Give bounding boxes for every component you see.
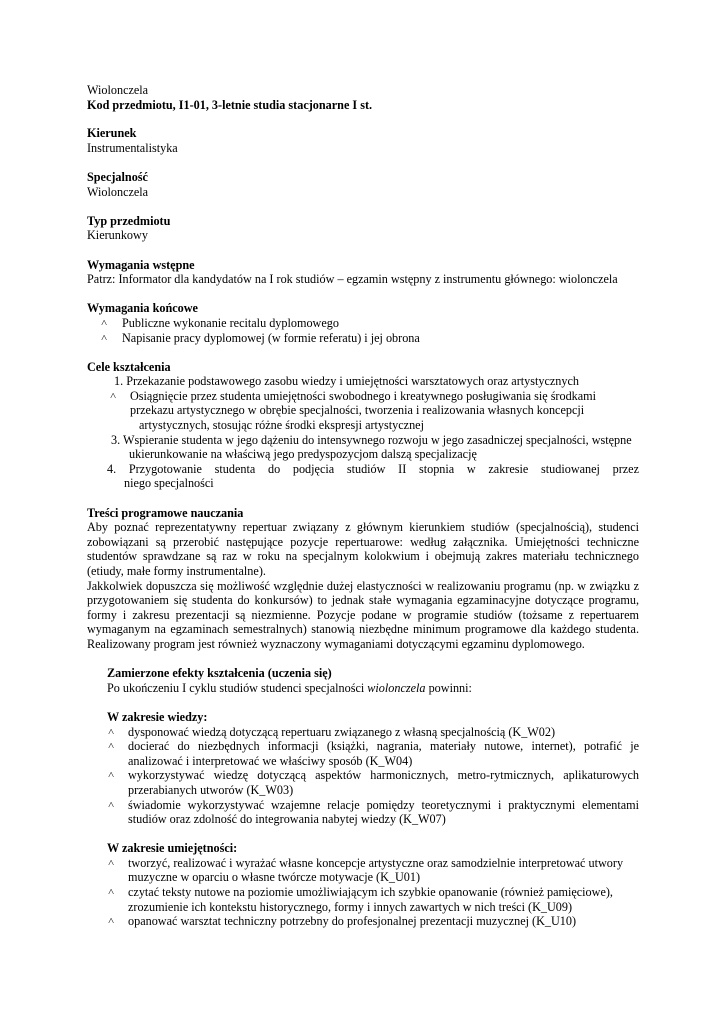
arrowhead-bullet-icon: ˄ [108, 725, 115, 738]
arrowhead-bullet-icon: ˄ [110, 389, 117, 402]
kierunek-value: Instrumentalistyka [87, 140, 178, 155]
arrowhead-bullet-icon: ˄ [101, 316, 108, 329]
tresci-p2-line: wymaganym na egzaminach semestralnych) stanowią niezbędne minimum programowe dla każdego studenta. [87, 622, 639, 637]
specjalnosc-value: Wiolonczela [87, 184, 149, 199]
tresci-label: Treści programowe nauczania [87, 505, 244, 520]
arrowhead-bullet-icon: ˄ [108, 856, 115, 869]
tresci-p1-line: studentów sprawdzane są raz w roku na specjalnym kolokwium i obejmują zakres materiału technicznego [87, 549, 639, 564]
efekty-label: Zamierzone efekty kształcenia (uczenia się) [107, 666, 332, 681]
arrowhead-bullet-icon: ˄ [108, 798, 115, 811]
cele-item-2: ˄ Osiągnięcie przez studenta umiejętności swobodnego i kreatywnego posługiwania się środkami przekazu artystycznego w obrębie specjalności, tworzenia i realizowania własnych koncepcji artystycznych, stosując różne środki ekspresji artystycznej [110, 388, 597, 433]
list-item: ˄ docierać do niezbędnych informacji (książki, nagrania, materiały nutowe, internet), potrafić je analizować i interpretować we właściwy sposób (K_W04) [108, 739, 639, 768]
list-item: ˄ świadomie wykorzystywać wzajemne relacje pomiędzy teoretycznymi i praktycznymi elementami studiów oraz zdolność do integrowania nabytej wiedzy (K_W07) [108, 797, 639, 827]
cele-item-4b: niego specjalności [124, 476, 214, 491]
list-item: ˄ tworzyć, realizować i wyrażać własne koncepcje artystyczne oraz samodzielnie interpretować utwory muzyczne w oparciu o własne twórcze motywacje (K_U01) [108, 855, 624, 885]
cele-item-1: 1. Przekazanie podstawowego zasobu wiedzy i umiejętności warsztatowych oraz artystycznych [114, 374, 579, 389]
cele-item-4a: 4. Przygotowanie studenta do podjęcia studiów II stopnia w zakresie studiowanej przez [107, 461, 639, 476]
arrowhead-bullet-icon: ˄ [108, 915, 115, 928]
umiejetnosci-label: W zakresie umiejętności: [107, 841, 238, 856]
typ-label: Typ przedmiotu [87, 213, 171, 228]
list-item: ˄ dysponować wiedzą dotyczącą repertuaru związanego z własną specjalnością (K_W02) [108, 724, 556, 739]
arrowhead-bullet-icon: ˄ [108, 740, 115, 753]
tresci-p1-line: Aby poznać reprezentatywny repertuar związany z głównym kierunkiem studiów (specjalnością), studenci [87, 520, 639, 535]
efekty-intro: Po ukończeniu I cyklu studiów studenci specjalności wiolonczela powinni: [107, 680, 472, 695]
cele-label: Cele kształcenia [87, 359, 171, 374]
list-item: ˄ czytać teksty nutowe na poziomie umożliwiającym ich szybkie opanowanie (również pamięciowe), zrozumienie ich kontekstu historycznego, formy i innych zawartych w nich treści (K_U09) [108, 885, 613, 914]
cele-item-3b: ukierunkowanie na właściwą jego predyspozycjom dalszą specjalizację [129, 447, 477, 462]
kierunek-label: Kierunek [87, 126, 137, 141]
cele-item-3a: 3. Wspieranie studenta w jego dążeniu do intensywnego rozwoju w jego zasadniczej specjalności, wstępne [111, 432, 632, 447]
specjalnosc-label: Specjalność [87, 169, 148, 184]
wymagania-wstepne-value: Patrz: Informator dla kandydatów na I rok studiów – egzamin wstępny z instrumentu głównego: wiolonczela [87, 272, 618, 287]
course-code: Kod przedmiotu, I1-01, 3-letnie studia stacjonarne I st. [87, 97, 373, 112]
arrowhead-bullet-icon: ˄ [108, 886, 115, 899]
subject-title: Wiolonczela [87, 83, 149, 97]
list-item: ˄ opanować warsztat techniczny potrzebny do profesjonalnej prezentacji muzycznej (K_U10) [108, 914, 577, 929]
tresci-p2-line: Realizowany program jest również wyznaczony wymaganiami dotyczącymi egzaminu dyplomowego. [87, 636, 585, 651]
list-item: ˄ Napisanie pracy dyplomowej (w formie referatu) i jej obrona [101, 330, 420, 345]
typ-value: Kierunkowy [87, 228, 148, 243]
tresci-p2-line: formy i zakresu prezentacji są niezmienne. Pozycje podane w programie studiów (tożsame z repertuarem [87, 607, 639, 622]
wiedza-label: W zakresie wiedzy: [107, 709, 208, 724]
wymagania-koncowe-label: Wymagania końcowe [87, 301, 198, 316]
wymagania-wstepne-label: Wymagania wstępne [87, 257, 195, 272]
list-item: ˄ Publiczne wykonanie recitalu dyplomowego [101, 315, 339, 330]
list-item: ˄ wykorzystywać wiedzę dotyczącą aspektów harmonicznych, metro-rytmicznych, aplikaturowych przerabianych utworów (K_W03) [108, 768, 639, 797]
tresci-p1-line: (etiudy, małe formy instrumentalne). [87, 564, 266, 578]
arrowhead-bullet-icon: ˄ [101, 331, 108, 344]
tresci-p2-line: przygotowaniem się studenta do konkursów) to jednak stałe wymagania egzaminacyjne dotyczące programu, [87, 593, 639, 608]
tresci-p2-line: Jakkolwiek dopuszcza się możliwość względnie dużej elastyczności w realizowaniu programu (np. w związku z [87, 578, 639, 593]
tresci-p1-line: zobowiązani są przerobić następujące pozycje repertuarowe: według załącznika. Umiejętności techniczne [87, 534, 639, 549]
arrowhead-bullet-icon: ˄ [108, 769, 115, 782]
